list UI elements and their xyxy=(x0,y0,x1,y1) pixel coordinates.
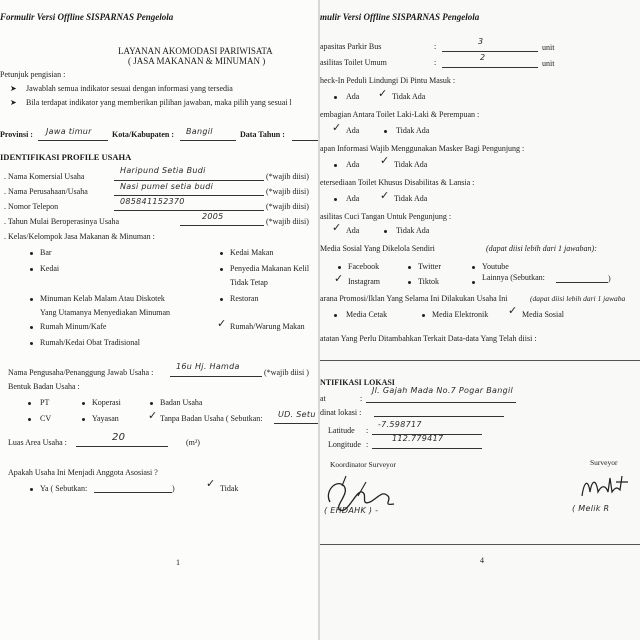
medsos-note: (dapat diisi lebih dari 1 jawaban): xyxy=(486,244,597,253)
field-underline xyxy=(114,210,264,211)
question-cuci-tangan: asilitas Cuci Tangan Untuk Pengunjung : xyxy=(320,212,452,221)
kelas-label: . Kelas/Kelompok Jasa Makanan & Minuman : xyxy=(4,232,155,241)
parkir-value[interactable]: 3 xyxy=(478,37,484,46)
option-restoran[interactable]: Restoran xyxy=(230,294,259,303)
field-underline xyxy=(180,225,264,226)
alamat-label: at xyxy=(320,394,326,403)
bullet-icon xyxy=(334,164,337,167)
colon: : xyxy=(434,42,437,51)
option-ada[interactable]: Ada xyxy=(346,160,360,169)
bullet-icon xyxy=(28,402,31,405)
checkmark-icon: ✓ xyxy=(206,477,216,490)
option-kedai-obat[interactable]: Rumah/Kedai Obat Tradisional xyxy=(40,338,140,347)
medsos-label: Media Sosial Yang Dikelola Sendiri xyxy=(320,244,435,253)
option-facebook[interactable]: Facebook xyxy=(348,262,380,271)
option-tidak-ada[interactable]: Tidak Ada xyxy=(394,160,428,169)
field-label: . Nomor Telepon xyxy=(4,202,59,211)
required-note: (*wajib diisi ) xyxy=(264,368,309,377)
instruction-1: Jawablah semua indikator sesuai dengan informasi yang tersedia xyxy=(26,84,233,93)
bullet-icon xyxy=(384,130,387,133)
promosi-note: (dapat diisi lebih dari 1 jawaba xyxy=(530,294,626,303)
paren-close: ) xyxy=(172,484,175,493)
option-instagram[interactable]: Instagram xyxy=(348,277,380,286)
koordinator-name: ( EHDAHK ) - xyxy=(324,506,379,515)
field-label: . Nama Komersial Usaha xyxy=(4,172,85,181)
bullet-icon xyxy=(472,281,475,284)
luas-unit: (m²) xyxy=(186,438,200,447)
checkmark-icon: ✓ xyxy=(508,304,518,317)
bullet-icon xyxy=(82,418,85,421)
required-note: (*wajib diisi) xyxy=(266,172,309,181)
bullet-icon xyxy=(408,281,411,284)
asosiasi-label: Apakah Usaha Ini Menjadi Anggota Asosiasi ? xyxy=(8,468,158,477)
checkmark-icon: ✓ xyxy=(332,121,342,134)
luas-underline xyxy=(76,446,168,447)
instructions-heading: Petunjuk pengisian : xyxy=(0,70,66,79)
option-media-elektronik[interactable]: Media Elektronik xyxy=(432,310,489,319)
provinsi-value[interactable]: Jawa timur xyxy=(46,127,92,136)
surveyor-label: Surveyor xyxy=(590,458,618,467)
checkmark-icon: ✓ xyxy=(332,221,342,234)
checkmark-icon: ✓ xyxy=(334,272,344,285)
bullet-icon xyxy=(30,252,33,255)
bullet-icon xyxy=(30,268,33,271)
alamat-value[interactable]: Jl. Gajah Mada No.7 Pogar Bangil xyxy=(372,386,514,395)
option-penyedia-keliling[interactable]: Penyedia Makanan Kelil xyxy=(230,264,310,273)
section-profile: IDENTIFIKASI PROFILE USAHA xyxy=(0,152,132,162)
form-page-1 xyxy=(0,0,318,640)
option-kelab-malam-cont: Yang Utamanya Menyediakan Minuman xyxy=(40,308,171,317)
bullet-icon xyxy=(30,342,33,345)
divider xyxy=(320,360,640,361)
bullet-icon xyxy=(82,402,85,405)
option-media-cetak[interactable]: Media Cetak xyxy=(346,310,388,319)
option-kelab-malam[interactable]: Minuman Kelab Malam Atau Diskotek xyxy=(40,294,165,303)
option-tanpa-badan[interactable]: Tanpa Badan Usaha ( Sebutkan: xyxy=(160,414,263,423)
section-lokasi: NTIFIKASI LOKASI xyxy=(320,378,395,387)
checkmark-icon: ✓ xyxy=(380,189,390,202)
provinsi-underline xyxy=(38,140,108,141)
required-note: (*wajib diisi) xyxy=(266,187,309,196)
option-ya[interactable]: Ya ( Sebutkan: xyxy=(40,484,88,493)
form-page-4 xyxy=(320,0,640,640)
parkir-underline xyxy=(442,51,538,52)
asosiasi-underline xyxy=(94,492,172,493)
option-penyedia-keliling-cont: Tidak Tetap xyxy=(230,278,268,287)
question-toilet-disabilitas: etersediaan Toilet Khusus Disabilitas & Lansia : xyxy=(320,178,475,187)
required-note: (*wajib diisi) xyxy=(266,202,309,211)
titik-label: dinat lokasi : xyxy=(320,408,362,417)
form-title: LAYANAN AKOMODASI PARIWISATA xyxy=(118,46,273,56)
badan-value[interactable]: UD. Setu xyxy=(278,410,316,419)
option-pt[interactable]: PT xyxy=(40,398,50,407)
checkmark-icon: ✓ xyxy=(380,154,390,167)
catatan-label: atatan Yang Perlu Ditambahkan Terkait Data-data Yang Telah diisi : xyxy=(320,334,537,343)
longitude-value[interactable]: 112.779417 xyxy=(392,434,444,443)
latitude-value[interactable]: -7.598717 xyxy=(378,420,422,429)
option-kedai[interactable]: Kedai xyxy=(40,264,60,273)
surveyor-name: ( Melik R xyxy=(572,504,610,513)
paren-close: ) xyxy=(608,274,611,283)
longitude-label: Longitude xyxy=(328,440,361,449)
koordinator-label: Koordinator Surveyor xyxy=(330,460,397,469)
divider xyxy=(320,544,640,545)
kota-label: Kota/Kabupaten : xyxy=(112,130,175,139)
checkmark-icon: ✓ xyxy=(148,409,158,422)
bullet-icon xyxy=(28,418,31,421)
option-youtube[interactable]: Youtube xyxy=(482,262,509,271)
bullet-icon xyxy=(338,266,341,269)
option-ada[interactable]: Ada xyxy=(346,92,360,101)
bullet-icon xyxy=(220,252,223,255)
bullet-icon xyxy=(150,402,153,405)
option-media-sosial[interactable]: Media Sosial xyxy=(522,310,564,319)
bullet-icon xyxy=(334,314,337,317)
colon: : xyxy=(366,426,369,435)
option-yayasan[interactable]: Yayasan xyxy=(92,414,119,423)
page-number: 4 xyxy=(480,556,484,565)
bullet-icon xyxy=(220,298,223,301)
lainnya-underline xyxy=(556,282,608,283)
option-bar[interactable]: Bar xyxy=(40,248,52,257)
unit-label: unit xyxy=(542,59,555,68)
option-rumah-minum[interactable]: Rumah Minum/Kafe xyxy=(40,322,107,331)
field-value[interactable]: Haripund Setia Budi xyxy=(120,166,206,175)
bullet-icon xyxy=(30,326,33,329)
page-number: 1 xyxy=(176,558,180,567)
option-tidak-ada[interactable]: Tidak Ada xyxy=(396,126,430,135)
option-lainnya[interactable]: Lainnya (Sebutkan: xyxy=(482,273,545,282)
bullet-icon xyxy=(422,314,425,317)
kota-value[interactable]: Bangil xyxy=(186,127,213,136)
form-subtitle: ( JASA MAKANAN & MINUMAN ) xyxy=(128,56,266,66)
luas-value[interactable]: 20 xyxy=(112,432,126,443)
option-ada[interactable]: Ada xyxy=(346,126,360,135)
option-tidak-ada[interactable]: Tidak Ada xyxy=(396,226,430,235)
bullet-icon xyxy=(384,230,387,233)
kota-underline xyxy=(180,140,236,141)
longitude-underline xyxy=(372,448,482,449)
option-ada[interactable]: Ada xyxy=(346,226,360,235)
arrow-bullet-icon: ➤ xyxy=(10,84,17,93)
tahun-underline xyxy=(292,140,318,141)
field-value[interactable]: Nasi pumel setia budi xyxy=(120,182,214,191)
option-cv[interactable]: CV xyxy=(40,414,52,423)
alamat-underline xyxy=(366,402,516,403)
field-value[interactable]: 085841152370 xyxy=(120,197,185,206)
question-toilet-terpisah: embagian Antara Toilet Laki-Laki & Perempuan : xyxy=(320,110,480,119)
parkir-label: apasitas Parkir Bus xyxy=(320,42,382,51)
colon: : xyxy=(366,440,369,449)
bullet-icon xyxy=(220,268,223,271)
toilet-label: asilitas Toilet Umum xyxy=(320,58,387,67)
pengusaha-value[interactable]: 16u Hj. Hamda xyxy=(176,362,240,371)
luas-label: Luas Area Usaha : xyxy=(8,438,67,447)
provinsi-label: Provinsi : xyxy=(0,130,33,139)
question-peduli-lindungi: heck-In Peduli Lindungi Di Pintu Masuk : xyxy=(320,76,456,85)
checkmark-icon: ✓ xyxy=(378,87,388,100)
checkmark-icon: ✓ xyxy=(217,317,227,330)
field-value[interactable]: 2005 xyxy=(202,212,224,221)
tahun-label: Data Tahun : xyxy=(240,130,285,139)
pengusaha-underline xyxy=(170,376,262,377)
required-note: (*wajib diisi) xyxy=(266,217,309,226)
promosi-label: arana Promosi/Iklan Yang Selama Ini Dilakukan Usaha Ini xyxy=(320,294,508,303)
arrow-bullet-icon: ➤ xyxy=(10,98,17,107)
field-underline xyxy=(114,180,264,181)
badan-label: Bentuk Badan Usaha : xyxy=(8,382,80,391)
toilet-value[interactable]: 2 xyxy=(480,53,486,62)
bullet-icon xyxy=(30,488,33,491)
bullet-icon xyxy=(408,266,411,269)
field-label: . Nama Perusahaan/Usaha xyxy=(4,187,88,196)
latitude-label: Latitude xyxy=(328,426,355,435)
field-label: . Tahun Mulai Beroperasinya Usaha xyxy=(4,217,120,226)
option-tidak-ada[interactable]: Tidak Ada xyxy=(392,92,426,101)
option-rumah-makan[interactable]: Rumah/Warung Makan xyxy=(230,322,305,331)
surveyor-signature xyxy=(576,470,636,504)
form-header: Formulir Versi Offline SISPARNAS Pengelola xyxy=(0,12,174,22)
pengusaha-label: Nama Pengusaha/Penanggung Jawab Usaha : xyxy=(8,368,154,377)
bullet-icon xyxy=(472,266,475,269)
unit-label: unit xyxy=(542,43,555,52)
bullet-icon xyxy=(30,298,33,301)
option-twitter[interactable]: Twitter xyxy=(418,262,441,271)
option-tidak-ada[interactable]: Tidak Ada xyxy=(394,194,428,203)
option-badan-usaha[interactable]: Badan Usaha xyxy=(160,398,203,407)
field-underline xyxy=(114,195,264,196)
option-kedai-makan[interactable]: Kedai Makan xyxy=(230,248,274,257)
option-tidak[interactable]: Tidak xyxy=(220,484,239,493)
toilet-underline xyxy=(442,67,538,68)
colon: : xyxy=(434,58,437,67)
bullet-icon xyxy=(334,96,337,99)
colon: : xyxy=(360,394,363,403)
option-koperasi[interactable]: Koperasi xyxy=(92,398,121,407)
badan-underline xyxy=(274,423,318,424)
option-tiktok[interactable]: Tiktok xyxy=(418,277,440,286)
titik-underline xyxy=(374,416,504,417)
form-header: mulir Versi Offline SISPARNAS Pengelola xyxy=(320,12,480,22)
question-papan-masker: apan Informasi Wajib Menggunakan Masker Bagi Pengunjung : xyxy=(320,144,525,153)
option-ada[interactable]: Ada xyxy=(346,194,360,203)
instruction-2: Bila terdapat indikator yang memberikan pilihan jawaban, maka pilih yang sesuai l xyxy=(26,98,292,107)
bullet-icon xyxy=(334,198,337,201)
